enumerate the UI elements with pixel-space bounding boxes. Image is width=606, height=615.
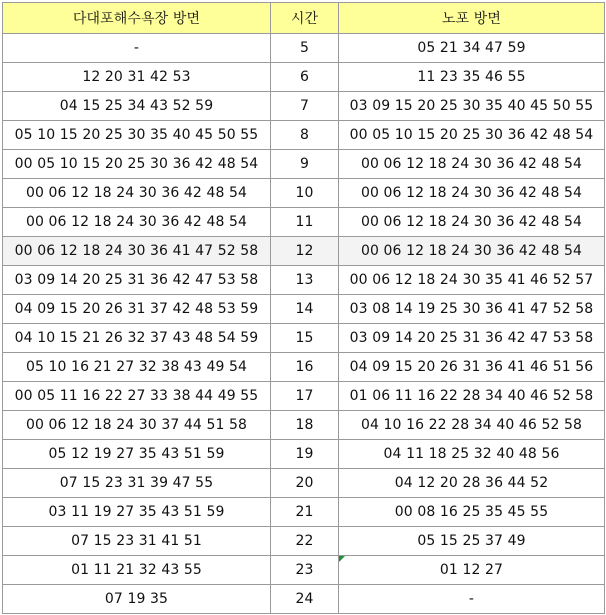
hour-cell: 21 <box>271 498 339 527</box>
nopo-times: 00 06 12 18 24 30 36 42 48 54 <box>339 179 605 208</box>
table-row <box>3 150 605 179</box>
dadaepo-times: 00 06 12 18 24 30 36 42 48 54 <box>3 208 271 237</box>
dadaepo-times: 05 10 16 21 27 32 38 43 49 54 <box>3 353 271 382</box>
dadaepo-times: 12 20 31 42 53 <box>3 63 271 92</box>
table-row <box>3 353 605 382</box>
dadaepo-times: 03 09 14 20 25 31 36 42 47 53 58 <box>3 266 271 295</box>
nopo-times: 01 12 27 <box>339 556 605 585</box>
nopo-times: 00 06 12 18 24 30 36 42 48 54 <box>339 208 605 237</box>
table-row <box>3 208 605 237</box>
dadaepo-times: 00 06 12 18 24 30 37 44 51 58 <box>3 411 271 440</box>
hour-cell: 23 <box>271 556 339 585</box>
table-row <box>3 295 605 324</box>
hour-cell: 7 <box>271 92 339 121</box>
hour-cell: 6 <box>271 63 339 92</box>
table-row <box>3 121 605 150</box>
table-row <box>3 440 605 469</box>
table-row <box>3 527 605 556</box>
hour-cell: 11 <box>271 208 339 237</box>
nopo-times: 00 05 10 15 20 25 30 36 42 48 54 <box>339 121 605 150</box>
hour-cell: 9 <box>271 150 339 179</box>
dadaepo-times: 04 15 25 34 43 52 59 <box>3 92 271 121</box>
dadaepo-times: 03 11 19 27 35 43 51 59 <box>3 498 271 527</box>
table-row <box>3 92 605 121</box>
table-row <box>3 34 605 63</box>
hour-cell: 10 <box>271 179 339 208</box>
table-row <box>3 382 605 411</box>
table-row <box>3 411 605 440</box>
nopo-times: 03 08 14 19 25 30 36 41 47 52 58 <box>339 295 605 324</box>
table-row <box>3 556 605 585</box>
hour-cell: 22 <box>271 527 339 556</box>
nopo-times: 00 06 12 18 24 30 35 41 46 52 57 <box>339 266 605 295</box>
hour-cell: 13 <box>271 266 339 295</box>
dadaepo-times: 00 05 10 15 20 25 30 36 42 48 54 <box>3 150 271 179</box>
hour-cell: 8 <box>271 121 339 150</box>
hour-cell: 20 <box>271 469 339 498</box>
nopo-times: 03 09 14 20 25 31 36 42 47 53 58 <box>339 324 605 353</box>
table-row <box>3 179 605 208</box>
hour-cell: 14 <box>271 295 339 324</box>
nopo-times: 04 12 20 28 36 44 52 <box>339 469 605 498</box>
nopo-times: 04 10 16 22 28 34 40 46 52 58 <box>339 411 605 440</box>
dadaepo-times: 00 06 12 18 24 30 36 42 48 54 <box>3 179 271 208</box>
nopo-times: 05 21 34 47 59 <box>339 34 605 63</box>
table-row <box>3 324 605 353</box>
dadaepo-times: 05 10 15 20 25 30 35 40 45 50 55 <box>3 121 271 150</box>
hour-cell: 17 <box>271 382 339 411</box>
table-row <box>3 266 605 295</box>
dadaepo-times: 07 19 35 <box>3 585 271 614</box>
dadaepo-times: 05 12 19 27 35 43 51 59 <box>3 440 271 469</box>
header-dadaepo-direction: 다대포해수욕장 방면 <box>3 3 271 34</box>
hour-cell: 24 <box>271 585 339 614</box>
nopo-times: 05 15 25 37 49 <box>339 527 605 556</box>
dadaepo-times: 01 11 21 32 43 55 <box>3 556 271 585</box>
nopo-times: 01 06 11 16 22 28 34 40 46 52 58 <box>339 382 605 411</box>
dadaepo-times: - <box>3 34 271 63</box>
nopo-times: 04 11 18 25 32 40 48 56 <box>339 440 605 469</box>
table-row-selected <box>3 237 605 266</box>
table-row <box>3 585 605 614</box>
dadaepo-times: 04 10 15 21 26 32 37 43 48 54 59 <box>3 324 271 353</box>
timetable <box>2 2 605 614</box>
nopo-times: 04 09 15 20 26 31 36 41 46 51 56 <box>339 353 605 382</box>
hour-cell: 15 <box>271 324 339 353</box>
dadaepo-times: 07 15 23 31 39 47 55 <box>3 469 271 498</box>
hour-cell: 12 <box>271 237 339 266</box>
hour-cell: 18 <box>271 411 339 440</box>
table-row <box>3 63 605 92</box>
table-row <box>3 498 605 527</box>
hour-cell: 19 <box>271 440 339 469</box>
dadaepo-times: 00 05 11 16 22 27 33 38 44 49 55 <box>3 382 271 411</box>
header-nopo-direction: 노포 방면 <box>339 3 605 34</box>
dadaepo-times: 04 09 15 20 26 31 37 42 48 53 59 <box>3 295 271 324</box>
header-row <box>3 3 605 34</box>
dadaepo-times: 00 06 12 18 24 30 36 41 47 52 58 <box>3 237 271 266</box>
dadaepo-times: 07 15 23 31 41 51 <box>3 527 271 556</box>
nopo-times: - <box>339 585 605 614</box>
table-row <box>3 469 605 498</box>
nopo-times: 11 23 35 46 55 <box>339 63 605 92</box>
nopo-times: 00 06 12 18 24 30 36 42 48 54 <box>339 150 605 179</box>
nopo-times: 00 06 12 18 24 30 36 42 48 54 <box>339 237 605 266</box>
nopo-times: 03 09 15 20 25 30 35 40 45 50 55 <box>339 92 605 121</box>
hour-cell: 16 <box>271 353 339 382</box>
header-hour: 시간 <box>271 3 339 34</box>
hour-cell: 5 <box>271 34 339 63</box>
nopo-times: 00 08 16 25 35 45 55 <box>339 498 605 527</box>
